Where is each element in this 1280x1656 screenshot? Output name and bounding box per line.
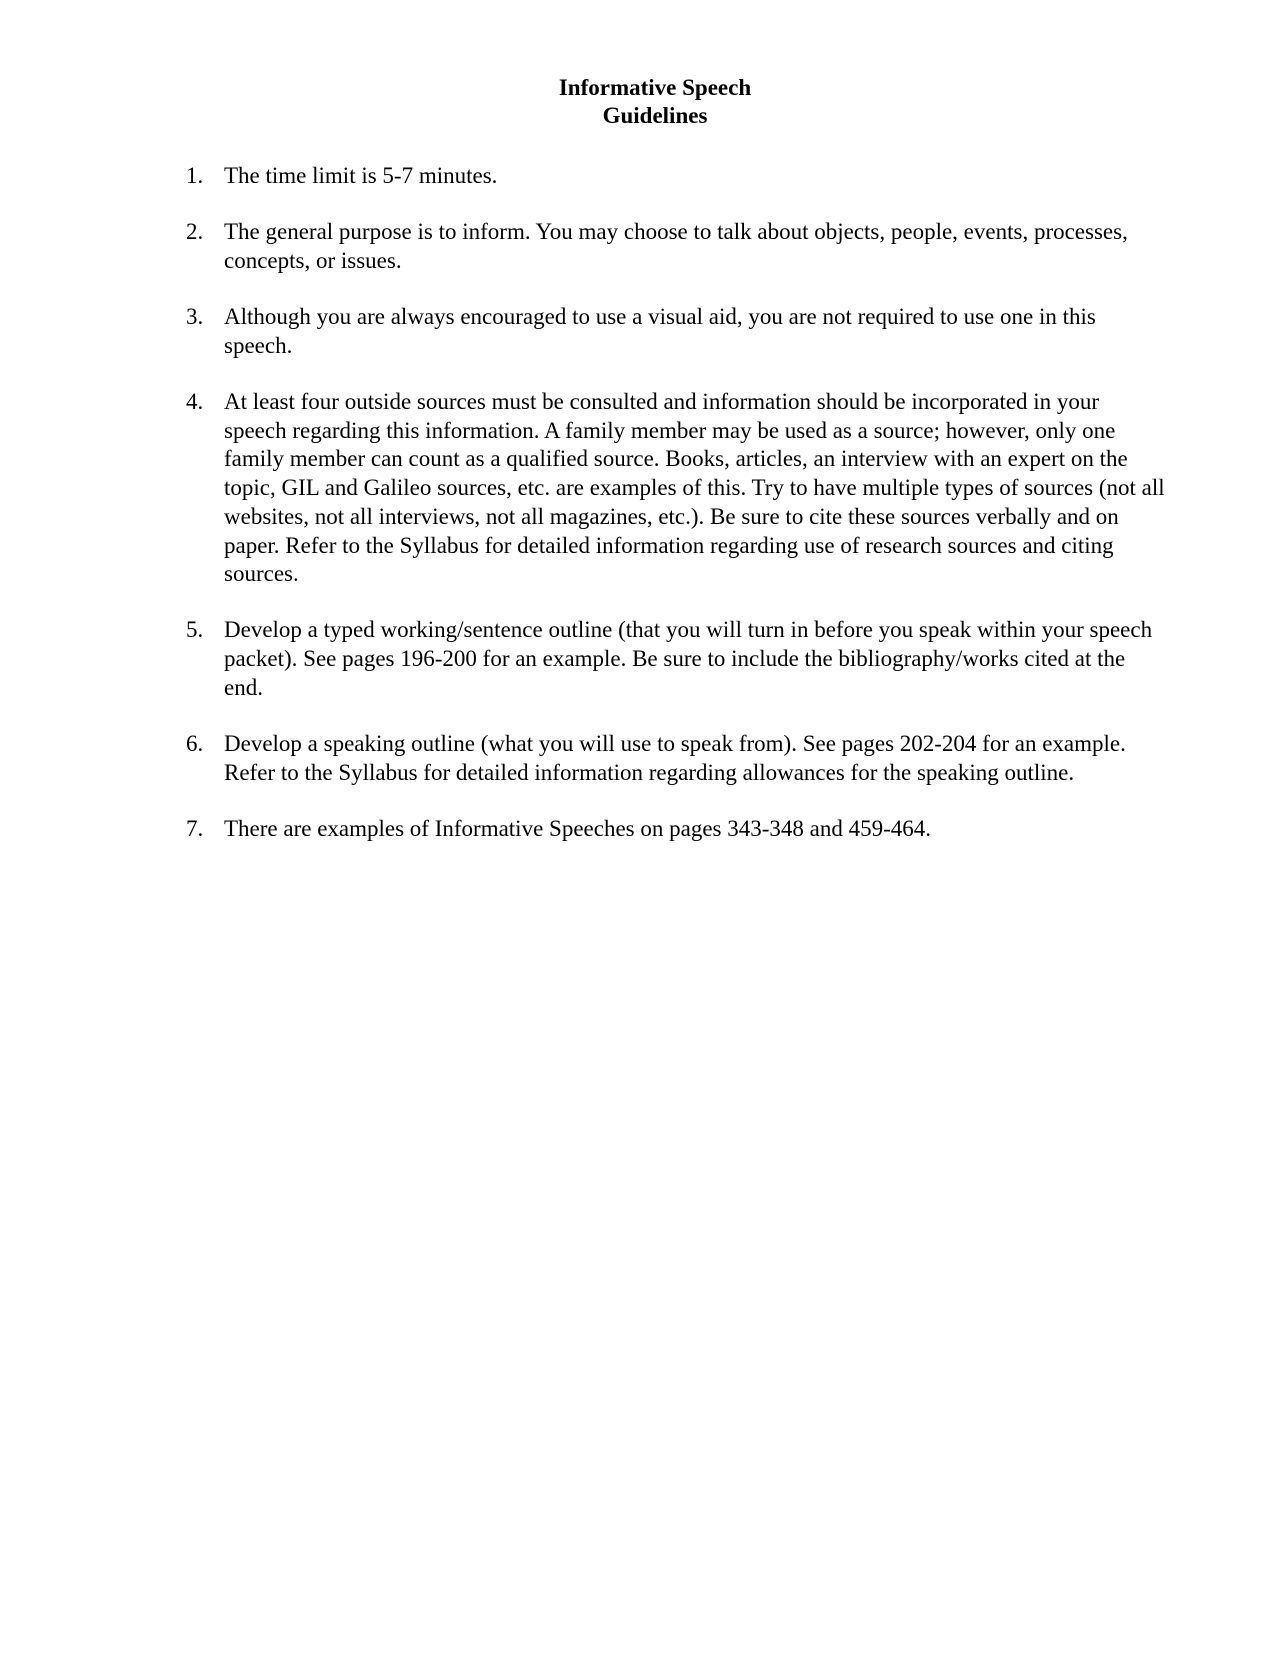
guideline-text: Develop a speaking outline (what you will use to speak from). See pages 202-204 for an example. Refer to the Syllabus for detailed information regarding allowances for the speaking outline. <box>224 731 1126 785</box>
guideline-item-1 <box>186 162 1166 191</box>
guideline-item-7 <box>186 815 1166 844</box>
guideline-text: The time limit is 5-7 minutes. <box>224 163 498 188</box>
guideline-number: 5. <box>186 617 204 643</box>
guidelines-list <box>186 162 1166 871</box>
guideline-item-6 <box>186 730 1166 787</box>
guideline-number: 3. <box>186 304 204 330</box>
guideline-number: 2. <box>186 219 204 245</box>
document-title: Informative Speech <box>558 75 752 100</box>
guideline-text: There are examples of Informative Speeches on pages 343-348 and 459-464. <box>224 815 932 841</box>
guideline-text: Although you are always encouraged to use a visual aid, you are not required to use one in this speech. <box>224 304 1096 358</box>
guideline-item-3 <box>186 303 1166 360</box>
guideline-item-4 <box>186 388 1166 589</box>
guideline-number: 7. <box>186 815 204 841</box>
guideline-text: At least four outside sources must be consulted and information should be incorporated in your speech regarding this information. A family member may be used as a source; however, only one family member can count as a qualified source. Books, articles, an interview with an expert on the topic, GIL and Galileo sources, etc. are examples of this. Try to have multiple types of sources (not all websites, not all interviews, not all magazines, etc.). Be sure to cite these sources verbally and on paper. Refer to the Syllabus for detailed information regarding use of research sources and citing sources. <box>224 389 1165 587</box>
guideline-item-2 <box>186 218 1166 275</box>
guideline-text: The general purpose is to inform. You may choose to talk about objects, people, events, processes, concepts, or issues. <box>224 219 1128 273</box>
guideline-number: 1. <box>186 163 204 188</box>
document-title-block <box>0 74 1280 130</box>
guideline-text: Develop a typed working/sentence outline (that you will turn in before you speak within your speech packet). See pages 196-200 for an example. Be sure to include the bibliography/works cited at the end. <box>224 617 1153 700</box>
document-subtitle: Guidelines <box>602 103 708 128</box>
guideline-item-5 <box>186 616 1166 702</box>
guideline-number: 4. <box>186 389 204 415</box>
guideline-number: 6. <box>186 731 204 757</box>
